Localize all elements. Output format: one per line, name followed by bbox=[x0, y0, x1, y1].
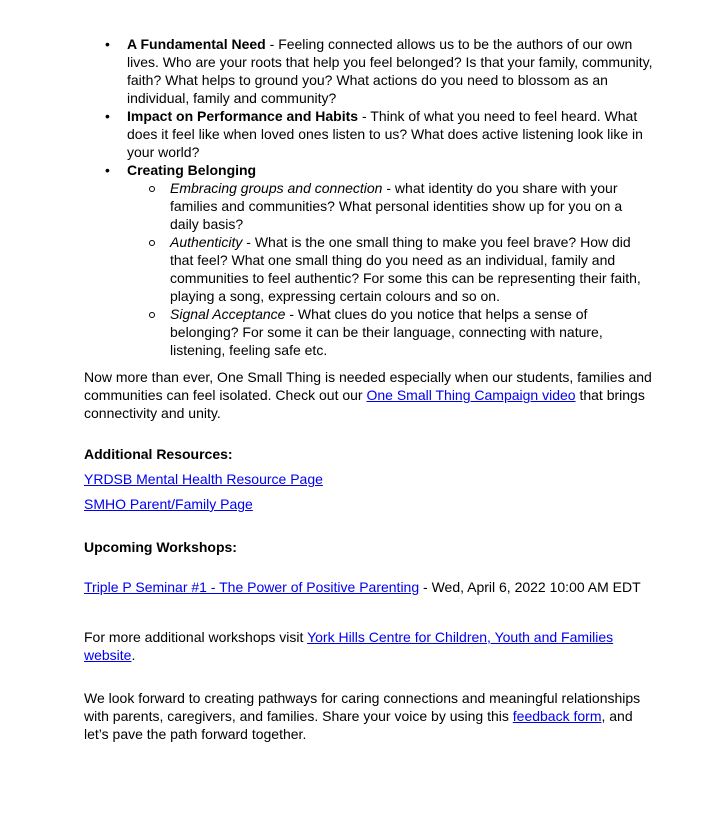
resources-heading: Additional Resources: bbox=[84, 446, 233, 462]
yrdsb-mental-health-link[interactable]: YRDSB Mental Health Resource Page bbox=[84, 471, 323, 487]
triple-p-seminar-link[interactable]: Triple P Seminar #1 - The Power of Positive Parenting bbox=[84, 579, 420, 595]
list-item-impact-on-performance bbox=[84, 107, 654, 161]
sub-item-separator: - bbox=[285, 306, 298, 322]
item-text: Feeling connected allows us to be the authors of our own lives. Who are your roots that help you feel belonged? Is that your family, community, faith? What helps to ground you? What actions do you need to blossom as an individual, family and community? bbox=[127, 36, 653, 106]
campaign-text-before: Now more than ever, One Small Thing is needed especially when our students, families and communities can feel isolated. Check out our bbox=[84, 369, 652, 403]
item-title: A Fundamental Need bbox=[127, 36, 266, 52]
workshop-details: - Wed, April 6, 2022 10:00 AM EDT bbox=[419, 579, 641, 595]
campaign-text-after: that brings connectivity and unity. bbox=[84, 387, 645, 421]
sub-item-text: What clues do you notice that helps a sense of belonging? For some it can be their language, connecting with nature, listening, feeling safe etc. bbox=[170, 306, 603, 358]
sub-item-authenticity bbox=[127, 233, 654, 305]
more-workshops-text-after: . bbox=[131, 647, 136, 663]
sub-item-signal-acceptance bbox=[127, 305, 654, 359]
sub-list bbox=[127, 179, 654, 359]
bullet-icon: • bbox=[105, 108, 110, 124]
item-title: Creating Belonging bbox=[127, 162, 257, 178]
item-title: Impact on Performance and Habits bbox=[127, 108, 359, 124]
list-item-fundamental-need bbox=[84, 35, 654, 107]
circle-bullet-icon bbox=[149, 240, 155, 246]
campaign-video-link[interactable]: One Small Thing Campaign video bbox=[366, 387, 576, 403]
feedback-form-link[interactable]: feedback form bbox=[512, 708, 602, 724]
closing-paragraph bbox=[84, 689, 654, 743]
bullet-icon: • bbox=[105, 36, 110, 52]
closing-text-before: We look forward to creating pathways for caring connections and meaningful relationships with parents, caregivers, and families. Share your voice by using this bbox=[84, 690, 641, 724]
smho-parent-family-link[interactable]: SMHO Parent/Family Page bbox=[84, 496, 253, 512]
sub-item-separator: - bbox=[242, 234, 255, 250]
item-separator: - bbox=[265, 36, 279, 52]
workshop-item bbox=[84, 578, 654, 596]
list-item-creating-belonging bbox=[84, 161, 654, 359]
workshops-heading: Upcoming Workshops: bbox=[84, 539, 237, 555]
sub-item-embracing-groups bbox=[127, 179, 654, 233]
closing-text-after: , and let’s pave the path forward together. bbox=[84, 708, 633, 742]
resource-link-row bbox=[84, 495, 654, 513]
more-workshops-paragraph bbox=[84, 628, 654, 664]
sub-item-text: What is the one small thing to make you feel brave? How did that feel? What one small thing do you need as an individual, family and communities to feel authentic? For some this can be representing their faith, playing a song, expressing certain colours and so on. bbox=[170, 234, 641, 304]
sub-item-title: Embracing groups and connection bbox=[170, 180, 383, 196]
sub-item-separator: - bbox=[382, 180, 395, 196]
resource-link-row bbox=[84, 470, 654, 488]
circle-bullet-icon bbox=[149, 312, 155, 318]
item-separator: - bbox=[358, 108, 371, 124]
item-text: Think of what you need to feel heard. What does it feel like when loved ones listen to us? What does active listening look like in your world? bbox=[127, 108, 643, 160]
document-body bbox=[84, 35, 654, 743]
york-hills-website-link[interactable]: York Hills Centre for Children, Youth and Families website bbox=[84, 629, 614, 663]
sub-item-title: Signal Acceptance bbox=[170, 306, 286, 322]
sub-item-text: what identity do you share with your families and communities? What personal identities show up for you on a daily basis? bbox=[170, 180, 623, 232]
campaign-paragraph bbox=[84, 368, 654, 422]
more-workshops-text-before: For more additional workshops visit bbox=[84, 629, 308, 645]
bullet-icon: • bbox=[105, 162, 110, 178]
sub-item-title: Authenticity bbox=[170, 234, 243, 250]
topic-list bbox=[84, 35, 654, 359]
circle-bullet-icon bbox=[149, 186, 155, 192]
